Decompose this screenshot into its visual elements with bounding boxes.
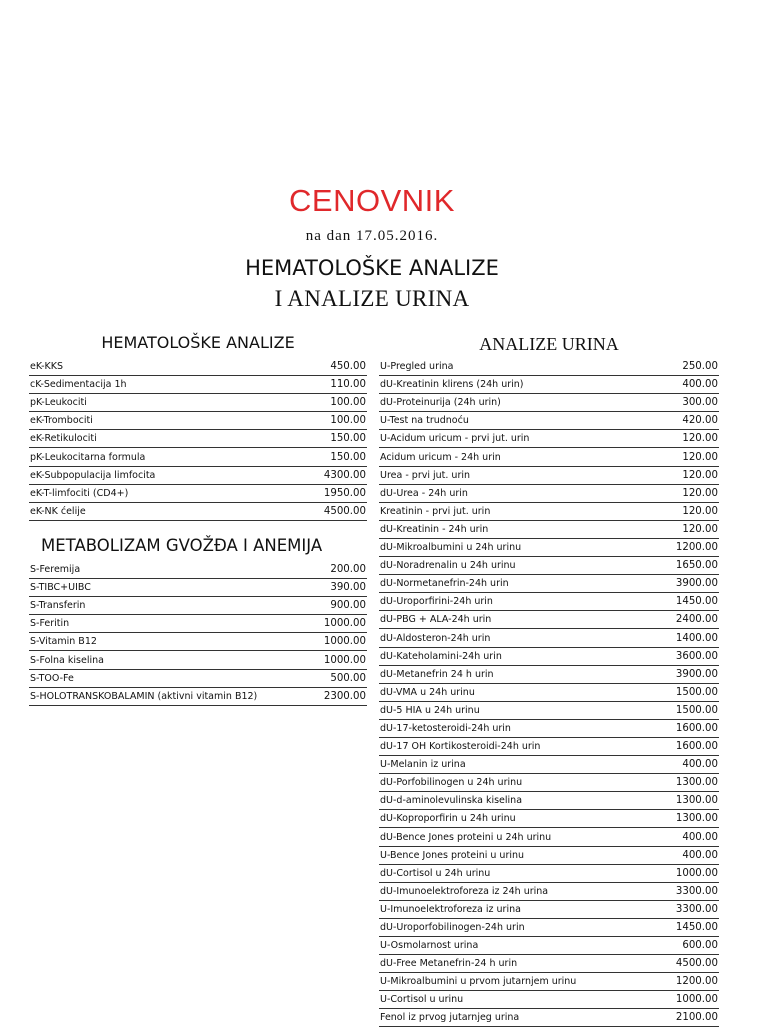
analysis-name: eK-Trombociti <box>30 415 93 427</box>
analysis-price: 400.00 <box>682 831 718 843</box>
hematology-price-list <box>29 358 367 521</box>
analysis-name: Kreatinin - prvi jut. urin <box>380 505 491 517</box>
urine-price-list <box>379 358 719 1027</box>
price-row <box>379 810 719 828</box>
analysis-price: 1000.00 <box>675 994 718 1006</box>
analysis-name: dU-d-aminolevulinska kiselina <box>380 795 523 807</box>
analysis-price: 450.00 <box>330 361 366 373</box>
price-row <box>29 651 367 669</box>
price-row <box>379 792 719 810</box>
analysis-name: Fenol iz prvog jutarnjeg urina <box>380 1012 520 1024</box>
analysis-name: cK-Sedimentacija 1h <box>30 379 127 391</box>
price-row <box>29 485 367 503</box>
analysis-name: dU-Bence Jones proteini u 24h urinu <box>380 831 552 843</box>
price-row <box>379 358 719 376</box>
analysis-name: dU-Urea - 24h urin <box>380 487 468 499</box>
analysis-price: 250.00 <box>682 361 718 373</box>
analysis-price: 120.00 <box>682 433 718 445</box>
analysis-price: 600.00 <box>682 940 718 952</box>
analysis-price: 200.00 <box>330 564 366 576</box>
analysis-name: eK-NK ćelije <box>30 505 86 517</box>
analysis-price: 3900.00 <box>675 668 718 680</box>
price-row <box>379 774 719 792</box>
analysis-price: 1200.00 <box>675 542 718 554</box>
analysis-name: dU-Mikroalbumini u 24h urinu <box>380 542 522 554</box>
price-row <box>379 611 719 629</box>
analysis-price: 1400.00 <box>675 632 718 644</box>
analysis-price: 1000.00 <box>323 636 366 648</box>
analysis-price: 400.00 <box>682 759 718 771</box>
price-row <box>379 430 719 448</box>
analysis-price: 400.00 <box>682 379 718 391</box>
price-row <box>379 376 719 394</box>
analysis-price: 1000.00 <box>323 654 366 666</box>
analysis-price: 4300.00 <box>323 469 366 481</box>
price-list-date: na dan 17.05.2016. <box>305 228 439 244</box>
price-row <box>379 593 719 611</box>
analysis-price: 100.00 <box>330 415 366 427</box>
price-row <box>379 485 719 503</box>
price-row <box>29 448 367 466</box>
price-row <box>29 503 367 521</box>
analysis-price: 1300.00 <box>675 795 718 807</box>
main-heading-line1: HEMATOLOŠKE ANALIZE <box>245 256 499 280</box>
price-row <box>379 865 719 883</box>
price-row <box>379 738 719 756</box>
price-row <box>29 358 367 376</box>
analysis-name: S-Transferin <box>30 600 86 612</box>
metabolism-price-list <box>29 561 367 706</box>
analysis-name: dU-17 OH Kortikosteroidi-24h urin <box>380 741 541 753</box>
analysis-name: eK-Retikulociti <box>30 433 97 445</box>
analysis-price: 3900.00 <box>675 578 718 590</box>
analysis-name: Urea - prvi jut. urin <box>380 469 471 481</box>
price-row <box>379 648 719 666</box>
analysis-name: eK-Subpopulacija limfocita <box>30 469 156 481</box>
price-row <box>379 847 719 865</box>
analysis-price: 1600.00 <box>675 741 718 753</box>
section-title-hematology: HEMATOLOŠKE ANALIZE <box>101 333 295 352</box>
analysis-price: 120.00 <box>682 451 718 463</box>
analysis-name: U-Test na trudnoću <box>380 415 469 427</box>
analysis-name: U-Pregled urina <box>380 361 454 373</box>
price-row <box>379 448 719 466</box>
price-row <box>29 394 367 412</box>
price-row <box>29 597 367 615</box>
analysis-name: dU-Aldosteron-24h urin <box>380 632 491 644</box>
analysis-name: dU-Noradrenalin u 24h urinu <box>380 560 516 572</box>
analysis-price: 2400.00 <box>675 614 718 626</box>
price-row <box>29 615 367 633</box>
analysis-price: 1300.00 <box>675 813 718 825</box>
price-row <box>379 521 719 539</box>
analysis-price: 150.00 <box>330 451 366 463</box>
price-row <box>29 412 367 430</box>
price-row <box>379 955 719 973</box>
price-row <box>379 629 719 647</box>
analysis-name: S-TOO-Fe <box>30 672 74 684</box>
analysis-price: 2100.00 <box>675 1012 718 1024</box>
analysis-price: 4500.00 <box>323 505 366 517</box>
analysis-name: dU-17-ketosteroidi-24h urin <box>380 722 511 734</box>
price-row <box>379 503 719 521</box>
price-row <box>29 561 367 579</box>
analysis-price: 120.00 <box>682 487 718 499</box>
analysis-price: 100.00 <box>330 397 366 409</box>
analysis-name: dU-Porfobilinogen u 24h urinu <box>380 777 523 789</box>
analysis-name: dU-Kreatinin klirens (24h urin) <box>380 379 524 391</box>
analysis-name: pK-Leukocitarna formula <box>30 451 146 463</box>
analysis-price: 120.00 <box>682 523 718 535</box>
analysis-price: 1000.00 <box>323 618 366 630</box>
price-row <box>379 756 719 774</box>
section-title-urine: ANALIZE URINA <box>479 334 619 354</box>
price-row <box>29 688 367 706</box>
price-list-title: CENOVNIK <box>289 183 455 218</box>
price-row <box>379 539 719 557</box>
analysis-name: dU-Imunoelektroforeza iz 24h urina <box>380 885 549 897</box>
analysis-price: 110.00 <box>330 379 366 391</box>
analysis-price: 420.00 <box>682 415 718 427</box>
analysis-name: dU-5 HIA u 24h urinu <box>380 704 480 716</box>
analysis-name: S-Feritin <box>30 618 70 630</box>
analysis-price: 1300.00 <box>675 777 718 789</box>
price-row <box>29 579 367 597</box>
analysis-name: pK-Leukociti <box>30 397 87 409</box>
analysis-price: 1450.00 <box>675 596 718 608</box>
analysis-price: 150.00 <box>330 433 366 445</box>
price-row <box>379 973 719 991</box>
analysis-name: dU-Proteinurija (24h urin) <box>380 397 501 409</box>
analysis-price: 1600.00 <box>675 722 718 734</box>
analysis-name: U-Osmolarnost urina <box>380 940 479 952</box>
analysis-name: S-TIBC+UIBC <box>30 582 91 594</box>
analysis-name: U-Melanin iz urina <box>380 759 466 771</box>
analysis-name: dU-Uroporfirini-24h urin <box>380 596 493 608</box>
price-row <box>379 557 719 575</box>
analysis-name: U-Bence Jones proteini u urinu <box>380 849 525 861</box>
main-heading-line2: I ANALIZE URINA <box>274 286 470 311</box>
price-row <box>29 430 367 448</box>
price-row <box>379 666 719 684</box>
analysis-price: 120.00 <box>682 505 718 517</box>
price-row <box>379 702 719 720</box>
analysis-name: dU-PBG + ALA-24h urin <box>380 614 492 626</box>
analysis-price: 3300.00 <box>675 885 718 897</box>
analysis-name: dU-Koproporfirin u 24h urinu <box>380 813 516 825</box>
price-row <box>379 1009 719 1027</box>
analysis-price: 4500.00 <box>675 958 718 970</box>
price-row <box>29 467 367 485</box>
price-row <box>379 467 719 485</box>
analysis-price: 2300.00 <box>323 690 366 702</box>
price-row <box>379 901 719 919</box>
analysis-name: dU-VMA u 24h urinu <box>380 686 475 698</box>
price-row <box>379 883 719 901</box>
analysis-name: dU-Free Metanefrin-24 h urin <box>380 958 518 970</box>
section-title-metabolism: METABOLIZAM GVOŽĐA I ANEMIJA <box>41 536 323 555</box>
analysis-name: S-HOLOTRANSKOBALAMIN (aktivni vitamin B12) <box>30 690 258 702</box>
price-row <box>29 376 367 394</box>
analysis-name: dU-Metanefrin 24 h urin <box>380 668 494 680</box>
price-row <box>379 919 719 937</box>
analysis-price: 300.00 <box>682 397 718 409</box>
analysis-price: 1000.00 <box>675 867 718 879</box>
analysis-name: S-Vitamin B12 <box>30 636 97 648</box>
analysis-name: dU-Uroporfobilinogen-24h urin <box>380 922 525 933</box>
analysis-name: U-Acidum uricum - prvi jut. urin <box>380 433 530 445</box>
analysis-price: 1200.00 <box>675 976 718 988</box>
analysis-price: 3600.00 <box>675 650 718 662</box>
price-row <box>379 684 719 702</box>
analysis-price: 1650.00 <box>675 560 718 572</box>
analysis-price: 120.00 <box>682 469 718 481</box>
analysis-price: 500.00 <box>330 672 366 684</box>
analysis-name: S-Folna kiselina <box>30 654 104 666</box>
analysis-name: U-Mikroalbumini u prvom jutarnjem urinu <box>380 976 577 988</box>
analysis-price: 1500.00 <box>675 704 718 716</box>
analysis-price: 900.00 <box>330 600 366 612</box>
price-row <box>379 720 719 738</box>
analysis-price: 1950.00 <box>323 487 366 499</box>
price-row <box>29 633 367 651</box>
analysis-name: eK-T-limfociti (CD4+) <box>30 487 129 499</box>
price-row <box>379 412 719 430</box>
analysis-name: dU-Cortisol u 24h urinu <box>380 867 491 879</box>
analysis-name: Acidum uricum - 24h urin <box>380 451 501 463</box>
price-row <box>379 991 719 1009</box>
analysis-name: dU-Normetanefrin-24h urin <box>380 578 509 590</box>
price-row <box>379 828 719 846</box>
analysis-name: eK-KKS <box>30 361 63 373</box>
price-row <box>379 394 719 412</box>
analysis-name: U-Cortisol u urinu <box>380 994 464 1006</box>
analysis-name: S-Feremija <box>30 564 81 576</box>
analysis-price: 390.00 <box>330 582 366 594</box>
analysis-price: 1450.00 <box>675 922 718 933</box>
price-row <box>379 575 719 593</box>
price-row <box>29 670 367 688</box>
analysis-name: dU-Kateholamini-24h urin <box>380 650 502 662</box>
analysis-name: U-Imunoelektroforeza iz urina <box>380 903 521 915</box>
analysis-name: dU-Kreatinin - 24h urin <box>380 523 489 535</box>
analysis-price: 1500.00 <box>675 686 718 698</box>
price-row <box>379 937 719 955</box>
analysis-price: 400.00 <box>682 849 718 861</box>
analysis-price: 3300.00 <box>675 903 718 915</box>
